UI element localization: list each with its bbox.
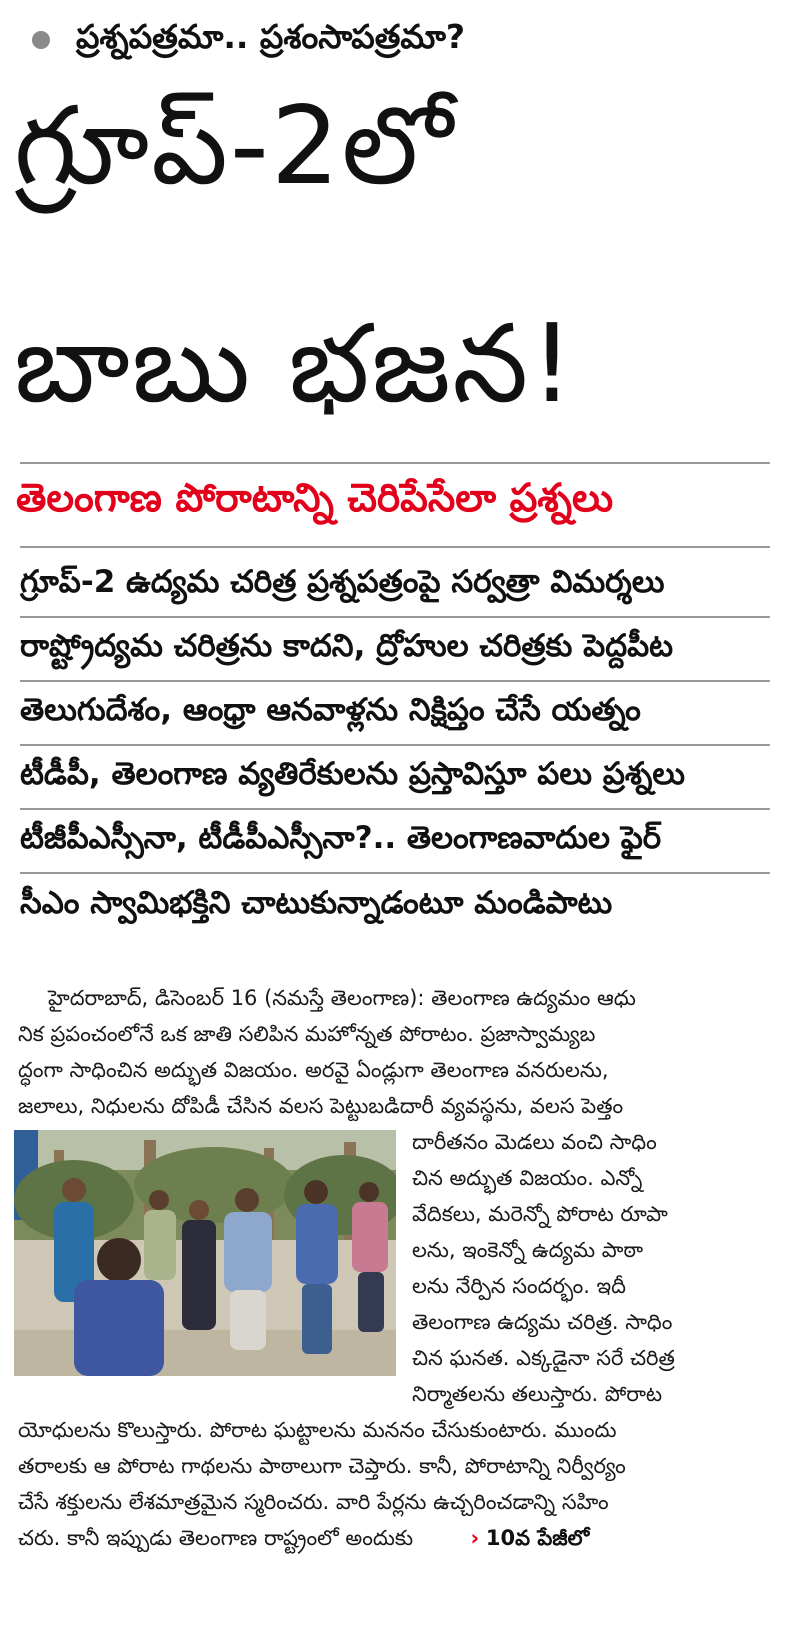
body-line: లను, ఇంకెన్నో ఉద్యమ పాఠా [412,1238,644,1262]
body-line: చిన ఘనత. ఎక్కడైనా సరే చరిత్ర [412,1346,675,1370]
body-line: ద్ధంగా సాధించిన అద్భుత విజయం. అరవై ఏండ్లుగా తెలంగాణ వనరులను, [18,1058,609,1082]
continued-page-link[interactable]: 10వ పేజీలో [485,1526,590,1550]
body-line: హైదరాబాద్‌, డిసెంబర్‌ 16 (నమస్తే తెలంగాణ): తెలంగాణ ఉద్యమం ఆధు [48,986,636,1010]
kicker [20,14,780,66]
deck-item: సీఎం స్వామిభక్తిని చాటుకున్నాడంటూ మండిపాటు [20,884,613,921]
article-body-bottom [18,1412,764,1556]
article-body-column [412,1124,764,1412]
article-body-top [18,980,764,1124]
body-line: వేదికలు, మరెన్నో పోరాట రూపా [412,1202,668,1226]
body-line: నిర్మాతలను తలుస్తారు. పోరాట [412,1382,663,1406]
divider [20,546,770,548]
body-line: తరాలకు ఆ పోరాట గాథలను పాఠాలుగా చెప్తారు. కానీ, పోరాటాన్ని నిర్వీర్యం [18,1454,626,1478]
headline-line-1: గ్రూప్‌-2లో [14,84,455,209]
body-line: దారీతనం మెడలు వంచి సాధిం [412,1130,657,1154]
body-line: చేసే శక్తులను లేశమాత్రమైన స్మరించరు. వారి పేర్లను ఉచ్చరించడాన్ని సహిం [18,1490,609,1514]
deck-item: తెలుగుదేశం, ఆంధ్రా ఆనవాళ్లను నిక్షిప్తం చేసే యత్నం [20,682,770,746]
divider [20,462,770,464]
deck-item: రాష్ట్రోద్యమ చరిత్రను కాదని, ద్రోహుల చరిత్రకు పెద్దపీట [20,618,770,682]
news-photo [14,1130,396,1376]
body-line: యోధులను కొలుస్తారు. పోరాట ఘట్టాలను మననం చేసుకుంటారు. ముందు [18,1418,617,1442]
deck-item: టీడీపీ, తెలంగాణ వ్యతిరేకులను ప్రస్తావిస్తూ పలు ప్రశ్నలు [20,746,770,810]
body-line: జలాలు, నిధులను దోపిడీ చేసిన వలస పెట్టుబడిదారీ వ్యవస్థను, వలస పెత్తం [18,1094,624,1118]
headline-line-2: బాబు భజన! [14,302,576,427]
body-last-line [18,1520,764,1556]
bullet-dot-icon [32,31,50,49]
subheadline: తెలంగాణ పోరాటాన్ని చెరిపేసేలా ప్రశ్నలు [16,476,614,521]
deck-item: గ్రూప్‌-2 ఉద్యమ చరిత్ర ప్రశ్నపత్రంపై సర్వత్రా విమర్శలు [20,554,770,618]
deck-list [20,554,770,938]
kicker-text: ప్రశ్నపత్రమా.. ప్రశంసాపత్రమా? [76,16,466,56]
body-line: లను నేర్పిన సందర్భం. ఇదీ [412,1274,626,1298]
body-line: తెలంగాణ ఉద్యమ చరిత్ర. సాధిం [412,1310,673,1334]
deck-item: టీజీపీఎస్సీనా, టీడీపీఎస్సీనా?.. తెలంగాణవాదుల ఫైర్‌ [20,810,770,874]
students-walking-photo-illustration [14,1130,396,1376]
body-line: చిన అద్భుత విజయం. ఎన్నో [412,1166,643,1190]
body-line: నిక ప్రపంచంలోనే ఒక జాతి సలిపిన మహోన్నత పోరాటం. ప్రజాస్వామ్యబ [18,1022,596,1046]
body-line: చరు. కానీ ఇప్పుడు తెలంగాణ రాష్ట్రంలో అందుకు [18,1526,414,1550]
jump-arrow-icon: › [470,1526,480,1550]
